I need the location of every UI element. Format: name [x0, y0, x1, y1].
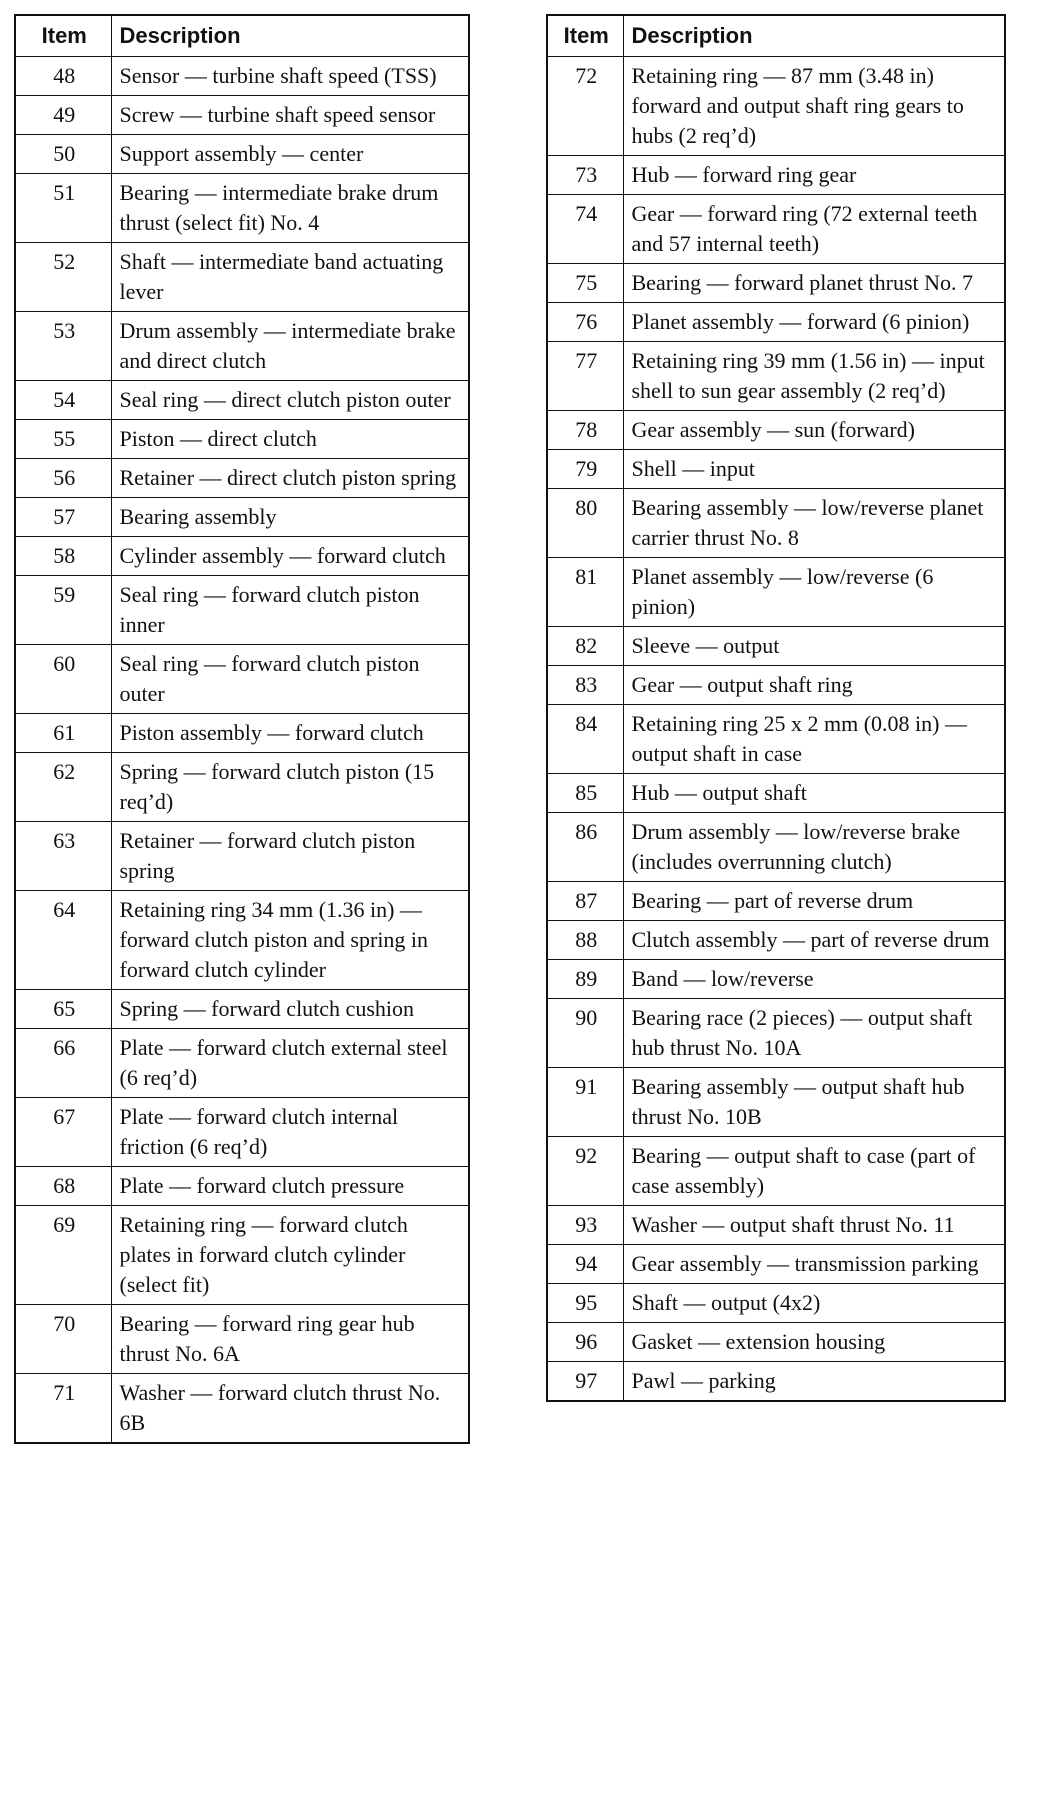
item-description: Gear — forward ring (72 external teeth and 57 internal teeth): [623, 195, 1005, 264]
item-number: 90: [547, 999, 623, 1068]
table-row: [547, 342, 1005, 411]
item-number: 86: [547, 813, 623, 882]
item-description: Plate — forward clutch external steel (6 req’d): [111, 1029, 469, 1098]
item-number: 51: [15, 174, 111, 243]
item-description: Planet assembly — low/reverse (6 pinion): [623, 558, 1005, 627]
item-number: 69: [15, 1206, 111, 1305]
table-row: [15, 420, 469, 459]
item-number: 75: [547, 264, 623, 303]
item-description: Gasket — extension housing: [623, 1323, 1005, 1362]
item-number: 92: [547, 1137, 623, 1206]
table-row: [547, 1284, 1005, 1323]
item-description: Screw — turbine shaft speed sensor: [111, 96, 469, 135]
table-row: [15, 753, 469, 822]
item-number: 52: [15, 243, 111, 312]
header-row: [547, 15, 1005, 57]
item-number: 91: [547, 1068, 623, 1137]
table-row: [547, 999, 1005, 1068]
table-row: [15, 174, 469, 243]
item-number: 82: [547, 627, 623, 666]
item-description: Retaining ring — forward clutch plates in forward clutch cylinder (select fit): [111, 1206, 469, 1305]
item-number: 77: [547, 342, 623, 411]
item-number: 97: [547, 1362, 623, 1402]
item-description: Spring — forward clutch cushion: [111, 990, 469, 1029]
table-row: [15, 57, 469, 96]
table-row: [547, 1206, 1005, 1245]
table-row: [15, 381, 469, 420]
table-row: [547, 1245, 1005, 1284]
table-row: [547, 195, 1005, 264]
item-description: Hub — forward ring gear: [623, 156, 1005, 195]
table-row: [15, 714, 469, 753]
item-number: 88: [547, 921, 623, 960]
item-number: 96: [547, 1323, 623, 1362]
item-description: Cylinder assembly — forward clutch: [111, 537, 469, 576]
item-description: Washer — output shaft thrust No. 11: [623, 1206, 1005, 1245]
item-number: 72: [547, 57, 623, 156]
item-number: 76: [547, 303, 623, 342]
item-number: 64: [15, 891, 111, 990]
table-row: [547, 813, 1005, 882]
parts-table-right: [546, 14, 1006, 1402]
description-column-header: Description: [623, 15, 1005, 57]
item-column-header: Item: [547, 15, 623, 57]
item-description: Bearing — intermediate brake drum thrust (select fit) No. 4: [111, 174, 469, 243]
item-description: Spring — forward clutch piston (15 req’d): [111, 753, 469, 822]
item-description: Bearing assembly: [111, 498, 469, 537]
item-number: 94: [547, 1245, 623, 1284]
item-description: Drum assembly — intermediate brake and direct clutch: [111, 312, 469, 381]
item-description: Shaft — intermediate band actuating lever: [111, 243, 469, 312]
table-row: [547, 921, 1005, 960]
table-row: [547, 666, 1005, 705]
item-description: Bearing race (2 pieces) — output shaft hub thrust No. 10A: [623, 999, 1005, 1068]
description-column-header: Description: [111, 15, 469, 57]
item-description: Washer — forward clutch thrust No. 6B: [111, 1374, 469, 1444]
item-number: 73: [547, 156, 623, 195]
item-description: Plate — forward clutch pressure: [111, 1167, 469, 1206]
table-row: [15, 1206, 469, 1305]
table-row: [547, 558, 1005, 627]
table-row: [547, 264, 1005, 303]
item-number: 63: [15, 822, 111, 891]
item-number: 53: [15, 312, 111, 381]
item-number: 80: [547, 489, 623, 558]
item-description: Bearing assembly — low/reverse planet carrier thrust No. 8: [623, 489, 1005, 558]
item-description: Seal ring — direct clutch piston outer: [111, 381, 469, 420]
table-row: [547, 450, 1005, 489]
table-row: [15, 459, 469, 498]
item-number: 62: [15, 753, 111, 822]
table-row: [15, 1029, 469, 1098]
item-description: Retaining ring — 87 mm (3.48 in) forward and output shaft ring gears to hubs (2 req’d): [623, 57, 1005, 156]
item-description: Seal ring — forward clutch piston inner: [111, 576, 469, 645]
table-row: [15, 1167, 469, 1206]
table-row: [547, 489, 1005, 558]
table-row: [15, 1305, 469, 1374]
item-number: 58: [15, 537, 111, 576]
item-number: 70: [15, 1305, 111, 1374]
table-row: [15, 891, 469, 990]
table-row: [547, 1323, 1005, 1362]
table-row: [15, 822, 469, 891]
table-row: [547, 882, 1005, 921]
item-description: Sleeve — output: [623, 627, 1005, 666]
item-description: Seal ring — forward clutch piston outer: [111, 645, 469, 714]
table-row: [15, 1374, 469, 1444]
item-number: 95: [547, 1284, 623, 1323]
item-description: Retaining ring 34 mm (1.36 in) — forward clutch piston and spring in forward clutch cylinder: [111, 891, 469, 990]
item-number: 85: [547, 774, 623, 813]
item-number: 74: [547, 195, 623, 264]
table-row: [15, 243, 469, 312]
table-row: [15, 537, 469, 576]
item-number: 66: [15, 1029, 111, 1098]
item-description: Sensor — turbine shaft speed (TSS): [111, 57, 469, 96]
item-description: Planet assembly — forward (6 pinion): [623, 303, 1005, 342]
item-description: Gear — output shaft ring: [623, 666, 1005, 705]
item-number: 55: [15, 420, 111, 459]
item-description: Bearing — output shaft to case (part of case assembly): [623, 1137, 1005, 1206]
item-number: 78: [547, 411, 623, 450]
item-number: 54: [15, 381, 111, 420]
item-number: 50: [15, 135, 111, 174]
table-row: [547, 303, 1005, 342]
table-row: [547, 960, 1005, 999]
table-row: [15, 576, 469, 645]
item-description: Bearing — forward ring gear hub thrust No. 6A: [111, 1305, 469, 1374]
table-row: [15, 312, 469, 381]
item-number: 87: [547, 882, 623, 921]
table-row: [15, 1098, 469, 1167]
item-description: Pawl — parking: [623, 1362, 1005, 1402]
item-description: Gear assembly — sun (forward): [623, 411, 1005, 450]
item-description: Retaining ring 25 x 2 mm (0.08 in) — output shaft in case: [623, 705, 1005, 774]
table-row: [547, 1137, 1005, 1206]
item-number: 71: [15, 1374, 111, 1444]
table-row: [15, 990, 469, 1029]
item-description: Piston assembly — forward clutch: [111, 714, 469, 753]
item-number: 84: [547, 705, 623, 774]
item-number: 59: [15, 576, 111, 645]
table-row: [547, 705, 1005, 774]
item-description: Hub — output shaft: [623, 774, 1005, 813]
item-description: Gear assembly — transmission parking: [623, 1245, 1005, 1284]
item-description: Retaining ring 39 mm (1.56 in) — input shell to sun gear assembly (2 req’d): [623, 342, 1005, 411]
item-description: Piston — direct clutch: [111, 420, 469, 459]
table-row: [547, 411, 1005, 450]
item-description: Retainer — direct clutch piston spring: [111, 459, 469, 498]
table-row: [547, 57, 1005, 156]
item-description: Drum assembly — low/reverse brake (includes overrunning clutch): [623, 813, 1005, 882]
parts-table-left: [14, 14, 470, 1444]
item-description: Support assembly — center: [111, 135, 469, 174]
item-description: Clutch assembly — part of reverse drum: [623, 921, 1005, 960]
item-description: Shaft — output (4x2): [623, 1284, 1005, 1323]
item-number: 81: [547, 558, 623, 627]
item-number: 48: [15, 57, 111, 96]
table-row: [547, 774, 1005, 813]
table-row: [15, 498, 469, 537]
item-number: 65: [15, 990, 111, 1029]
item-number: 83: [547, 666, 623, 705]
item-description: Shell — input: [623, 450, 1005, 489]
item-number: 60: [15, 645, 111, 714]
item-description: Band — low/reverse: [623, 960, 1005, 999]
item-number: 61: [15, 714, 111, 753]
item-number: 89: [547, 960, 623, 999]
item-description: Bearing — part of reverse drum: [623, 882, 1005, 921]
item-description: Bearing — forward planet thrust No. 7: [623, 264, 1005, 303]
table-row: [15, 135, 469, 174]
table-row: [547, 627, 1005, 666]
item-number: 93: [547, 1206, 623, 1245]
table-row: [547, 1068, 1005, 1137]
table-row: [15, 645, 469, 714]
item-column-header: Item: [15, 15, 111, 57]
item-description: Retainer — forward clutch piston spring: [111, 822, 469, 891]
item-description: Plate — forward clutch internal friction (6 req’d): [111, 1098, 469, 1167]
item-number: 79: [547, 450, 623, 489]
table-row: [15, 96, 469, 135]
table-row: [547, 156, 1005, 195]
item-number: 57: [15, 498, 111, 537]
item-description: Bearing assembly — output shaft hub thrust No. 10B: [623, 1068, 1005, 1137]
item-number: 49: [15, 96, 111, 135]
item-number: 68: [15, 1167, 111, 1206]
header-row: [15, 15, 469, 57]
item-number: 56: [15, 459, 111, 498]
table-row: [547, 1362, 1005, 1402]
item-number: 67: [15, 1098, 111, 1167]
